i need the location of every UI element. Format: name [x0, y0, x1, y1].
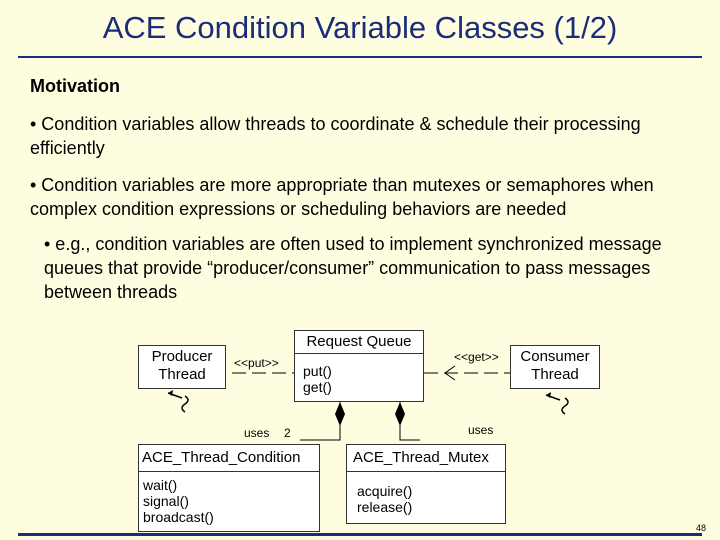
bullet-3: • e.g., condition variables are often used to implement synchronized message queues that provide “producer/consumer” communication to pass messages between threads — [44, 234, 662, 302]
producer-thread-box — [138, 345, 226, 389]
uses-right-line — [400, 400, 420, 440]
consumer-thread-label: Consumer Thread — [520, 348, 590, 383]
aggregation-diamond-left — [335, 402, 345, 426]
mutex-op-acquire: acquire() — [357, 483, 413, 499]
bullet-1: • Condition variables allow threads to coordinate & schedule their processing efficiently — [30, 114, 641, 158]
cond-op-signal: signal() — [143, 493, 189, 509]
mutex-op-release: release() — [357, 499, 413, 515]
uses-right-label: uses — [468, 423, 494, 437]
uses-left-line — [300, 400, 340, 440]
request-queue-box — [294, 330, 424, 402]
thread-mutex-class-box — [346, 444, 506, 524]
cond-op-broadcast: broadcast() — [143, 509, 214, 525]
consumer-thread-icon — [546, 392, 568, 414]
aggregation-diamond-right — [395, 402, 405, 426]
put-stereotype: <<put>> — [234, 356, 279, 370]
cond-op-wait: wait() — [143, 477, 178, 493]
footer-rule — [18, 533, 702, 536]
thread-mutex-class-name: ACE_Thread_Mutex — [353, 449, 489, 466]
slide-title: ACE Condition Variable Classes (1/2) — [102, 10, 618, 45]
uses-left-label: uses — [244, 426, 270, 440]
producer-thread-label: Producer Thread — [151, 348, 213, 383]
section-heading: Motivation — [30, 76, 120, 96]
thread-condition-class-name: ACE_Thread_Condition — [142, 449, 301, 466]
page-number: 48 — [695, 523, 706, 533]
bullet-2: • Condition variables are more appropriate than mutexes or semaphores when complex condition expressions or scheduling behaviors are needed — [30, 175, 654, 219]
queue-op-get: get() — [303, 379, 332, 395]
thread-condition-class-box — [138, 444, 320, 532]
get-stereotype: <<get>> — [454, 350, 499, 364]
request-queue-title: Request Queue — [306, 333, 412, 350]
producer-thread-icon — [168, 390, 188, 412]
consumer-thread-box — [510, 345, 600, 389]
uses-multiplicity: 2 — [284, 426, 291, 440]
queue-op-put: put() — [303, 363, 332, 379]
